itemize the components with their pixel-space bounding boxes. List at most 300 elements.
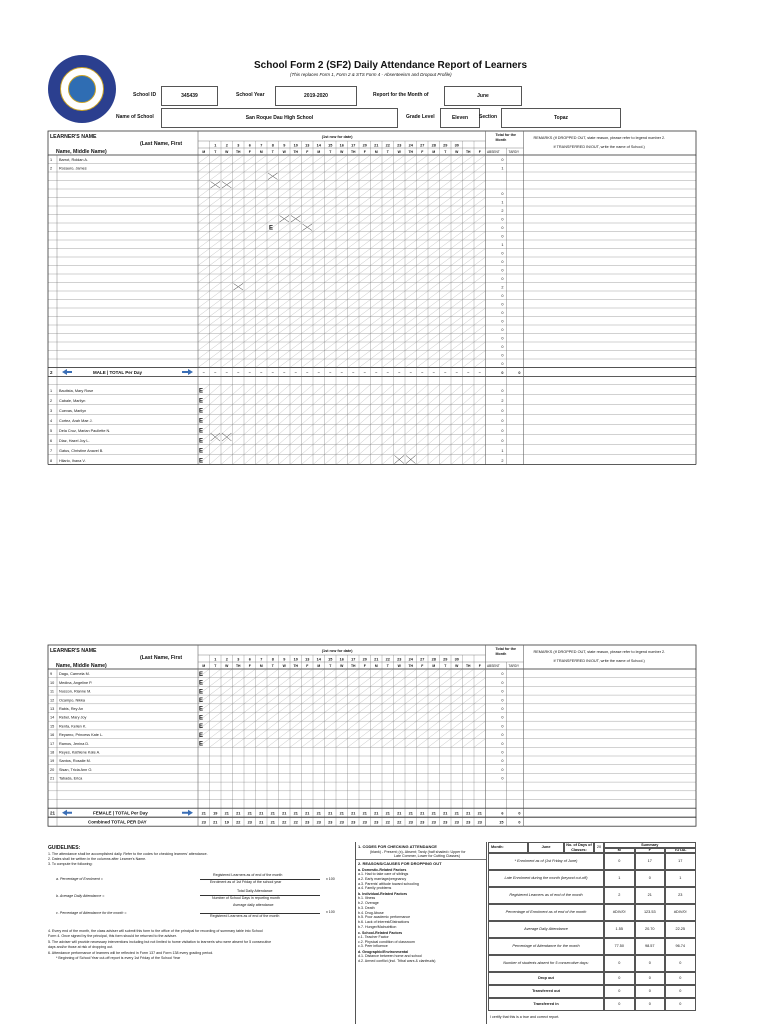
summary-table xyxy=(488,842,696,1024)
total-value: 23 xyxy=(305,820,310,825)
date-label: 23 xyxy=(397,143,402,148)
total-value: ~ xyxy=(409,371,412,375)
col-total: TOTAL xyxy=(665,848,696,853)
learner-name: Cortez, Arah Mae J. xyxy=(59,419,93,423)
summary-row-label: * Enrolment as of (1st Friday of June) xyxy=(488,853,604,870)
guidelines-note-3: 5. The adviser will provide necessary interventions including but not limited to home visitation to learner/s who were absent for 5 consecutive xyxy=(48,940,272,944)
summary-value-female: 0 xyxy=(635,972,666,985)
absent-count: 0 xyxy=(501,319,504,324)
school-id-label: School ID xyxy=(133,92,157,98)
formula-c-label: c. Percentage of Attendance for the month = xyxy=(56,911,127,915)
learner-name-header: LEARNER'S NAME xyxy=(50,648,97,654)
date-label: 21 xyxy=(374,143,379,148)
total-value: ~ xyxy=(352,371,355,375)
reason-item: b.1. Illness xyxy=(358,896,376,901)
row-number: 7 xyxy=(50,449,53,453)
summary-value-female: 20.70 xyxy=(635,921,666,938)
summary-value-female: 0 xyxy=(635,955,666,972)
total-tardy: 0 xyxy=(518,371,521,375)
row-number: 4 xyxy=(50,419,53,423)
school-name-label: Name of School xyxy=(116,114,154,120)
attendance-marker: E xyxy=(199,689,204,696)
formula-c-numerator: Average daily attendance xyxy=(233,903,274,907)
total-value: 21 xyxy=(466,811,471,816)
summary-value-female: 21 xyxy=(635,887,666,904)
total-count: 21 xyxy=(50,810,56,816)
total-value: ~ xyxy=(432,371,435,375)
row-number: 12 xyxy=(50,698,55,703)
formula-a-numerator: Registered Learners as of end of the month xyxy=(213,873,283,877)
date-label: 2 xyxy=(225,143,228,148)
date-label: 2 xyxy=(225,657,228,662)
total-absent: 0 xyxy=(501,371,504,375)
row-number: 9 xyxy=(50,672,53,677)
learner-name: Rabis, Rey An xyxy=(59,707,84,711)
day-label: TH xyxy=(408,664,414,668)
total-value: 23 xyxy=(420,820,425,825)
date-label: 28 xyxy=(431,657,436,662)
day-label: W xyxy=(455,150,459,154)
date-label: 3 xyxy=(237,143,240,148)
summary-value-male: 0 xyxy=(604,998,635,1011)
learner-name: Reyarno, Princess Kate L. xyxy=(59,733,104,738)
arrow-right-icon xyxy=(182,810,193,816)
absent-count: 2 xyxy=(501,285,504,290)
total-value: 23 xyxy=(431,820,436,825)
date-label: 13 xyxy=(305,657,310,662)
total-value: 21 xyxy=(420,811,425,816)
remarks-header: If TRANSFERRED IN/OUT, write the name of School.) xyxy=(553,659,645,663)
arrow-left-icon xyxy=(62,810,72,816)
total-value: 21 xyxy=(316,811,321,816)
grade-level-field: Eleven xyxy=(440,108,480,128)
form-title: School Form 2 (SF2) Daily Attendance Report of Learners xyxy=(254,60,528,71)
absent-count: 0 xyxy=(501,345,504,349)
learner-name: Ramos, Jenina D. xyxy=(59,741,90,746)
learner-name: Gatus, Christine Anavel B. xyxy=(59,449,104,453)
absent-count: 0 xyxy=(501,192,504,196)
total-value: 22 xyxy=(397,820,402,825)
col-male: M xyxy=(604,848,635,853)
date-label: 16 xyxy=(339,657,344,662)
total-value: 23 xyxy=(339,820,344,825)
total-value: 21 xyxy=(362,811,367,816)
learner-name: Barrot, Roldan A. xyxy=(59,158,88,162)
tardy-header: TARDY xyxy=(508,150,520,154)
summary-value-female: 0 xyxy=(635,870,666,887)
day-label: T xyxy=(329,150,332,154)
total-value: 21 xyxy=(408,811,413,816)
day-label: M xyxy=(259,664,263,668)
section-field: Topaz xyxy=(501,108,621,128)
total-count: 2 xyxy=(50,370,53,375)
formula-c-denominator: Registered Learners as of end of the month xyxy=(210,914,280,918)
total-value: 19 xyxy=(224,820,229,825)
guidelines-note-1: 4. Every end of the month, the class adviser will submit this form to the office of the principal for recording of summary table into School xyxy=(48,929,263,933)
row-number: 17 xyxy=(50,741,55,746)
total-value: 22 xyxy=(282,820,287,825)
summary-row-label: Transferred in xyxy=(488,998,604,1011)
absent-count: 0 xyxy=(501,439,504,443)
summary-row-label: Number of students absent for 5 consecutive days: xyxy=(488,955,604,972)
day-label: T xyxy=(444,150,447,154)
attendance-marker: E xyxy=(199,706,204,713)
section-label: Section xyxy=(479,114,498,120)
guidelines-note-4: days and/or those at risk of dropping out. xyxy=(48,945,114,949)
absent-count: 0 xyxy=(501,724,504,729)
day-label: F xyxy=(478,664,481,668)
absent-count: 0 xyxy=(501,429,504,433)
absent-count: 0 xyxy=(501,419,504,423)
total-value: ~ xyxy=(271,371,274,375)
day-label: F xyxy=(363,664,366,668)
reason-item: c.3. Peer influence xyxy=(358,944,388,949)
absent-count: 1 xyxy=(501,243,504,247)
summary-row-label: Transferred out xyxy=(488,985,604,998)
total-value: ~ xyxy=(294,371,297,375)
summary-value-total: 17 xyxy=(665,853,696,870)
date-label: 14 xyxy=(316,657,321,662)
total-value: ~ xyxy=(329,371,332,375)
total-value: ~ xyxy=(237,371,240,375)
learner-name-header: Name, Middle Name) xyxy=(56,663,107,669)
formula-b-numerator: Total Daily Attendance xyxy=(237,889,273,893)
reason-group: a. Domestic-Related Factors xyxy=(358,868,407,872)
date-label: 21 xyxy=(374,657,379,662)
codes-line: Late Commer, Lower for Cutting Classes) xyxy=(394,854,460,858)
absent-count: 1 xyxy=(501,449,504,453)
date-label: 6 xyxy=(248,143,251,148)
day-label: F xyxy=(306,664,309,668)
absent-count: 0 xyxy=(501,767,504,772)
remarks-header: REMARKS (If DROPPED OUT, state reason, please refer to legend number 2. xyxy=(533,650,666,654)
summary-value-male: 0 xyxy=(604,972,635,985)
attendance-marker: E xyxy=(199,715,204,722)
total-value: 21 xyxy=(259,820,264,825)
first-row-note: (1st row for date) xyxy=(321,135,353,139)
absent-count: 0 xyxy=(501,311,504,315)
total-value: ~ xyxy=(386,371,389,375)
formula-a-denominator: Enrolment as of 1st Friday of the school year xyxy=(210,880,282,884)
day-label: TH xyxy=(293,150,299,154)
absent-count: 0 xyxy=(501,277,504,281)
day-label: TH xyxy=(350,150,356,154)
reason-item: a.1. Had to take care of siblings xyxy=(358,872,409,876)
date-label: 16 xyxy=(339,143,344,148)
learner-name: Dela Cruz, Marian Paullette N. xyxy=(59,429,111,433)
summary-value-total: 1 xyxy=(665,870,696,887)
date-label: 1 xyxy=(214,143,217,148)
formula-c-x100: x 100 xyxy=(326,910,335,914)
attendance-marker: E xyxy=(199,680,204,687)
row-number: 11 xyxy=(50,689,54,694)
absent-count: 0 xyxy=(501,750,504,755)
absent-count: 0 xyxy=(501,707,504,711)
row-number: 15 xyxy=(50,724,55,729)
row-number: 14 xyxy=(50,715,55,720)
date-label: 24 xyxy=(408,143,413,148)
total-value: 23 xyxy=(477,820,482,825)
absent-count: 0 xyxy=(501,294,504,298)
guidelines-line-1: 1. The attendance shall be accomplished daily. Refer to the codes for checking learners' attendance. xyxy=(48,852,208,856)
attendance-marker: E xyxy=(199,458,204,465)
reason-group: b. Individual-Related Factors xyxy=(358,892,408,897)
total-value: ~ xyxy=(421,371,424,375)
total-value: ~ xyxy=(202,371,205,375)
total-value: ~ xyxy=(375,371,378,375)
total-value: ~ xyxy=(478,371,481,375)
day-label: T xyxy=(444,664,447,668)
codes-line: (blank) - Present; (x)- Absent; Tardy (half shaded= Upper for xyxy=(370,850,466,854)
total-value: 21 xyxy=(477,811,482,816)
total-value: ~ xyxy=(225,371,228,375)
total-value: 21 xyxy=(374,811,379,816)
col-female: F xyxy=(635,848,666,853)
day-label: W xyxy=(225,664,229,668)
summary-value-total: 23 xyxy=(665,887,696,904)
absent-count: 2 xyxy=(501,459,504,463)
date-label: 28 xyxy=(431,143,436,148)
row-number: 3 xyxy=(50,409,53,413)
total-tardy: 0 xyxy=(518,811,521,816)
reason-item: b.2. Overage xyxy=(358,900,379,905)
attendance-marker: E xyxy=(199,418,204,425)
summary-value-male: 0 xyxy=(604,985,635,998)
learner-name: Nuscon, Rianne M. xyxy=(59,689,92,694)
absent-header: ABSENT xyxy=(487,150,500,154)
absent-count: 0 xyxy=(501,328,504,332)
total-value: 21 xyxy=(454,811,459,816)
learner-name: Bautista, Mary Rose xyxy=(59,389,94,393)
total-label: FEMALE | TOTAL Per Day xyxy=(93,810,148,816)
reason-item: b.5. Poor academic performance xyxy=(358,915,411,920)
formula-b-denominator: Number of School Days in reporting month xyxy=(212,896,280,900)
summary-value-female: 123.53 xyxy=(635,904,666,921)
date-label: 8 xyxy=(271,143,274,148)
learner-name-header: (Last Name, First xyxy=(140,655,183,661)
total-value: 21 xyxy=(213,820,218,825)
total-absent: 6 xyxy=(501,811,504,816)
total-value: 21 xyxy=(282,811,287,816)
learner-name: Medina, Angeline P. xyxy=(59,680,93,685)
total-value: 21 xyxy=(339,811,344,816)
total-value: 21 xyxy=(270,811,275,816)
arrow-right-icon xyxy=(182,369,193,375)
summary-value-male: 0 xyxy=(604,853,635,870)
report-month-label: Report for the Month of xyxy=(373,92,429,98)
learner-name: Reyes, Kathlene Kate A. xyxy=(59,750,101,755)
date-label: 24 xyxy=(408,657,413,662)
total-value: 23 xyxy=(316,820,321,825)
summary-row-label: Percentage of Attendance for the month xyxy=(488,938,604,955)
certify-text: I certify that this is a true and correct report. xyxy=(490,1015,560,1019)
learner-name: Rosauro, James xyxy=(59,166,87,171)
day-label: F xyxy=(478,150,481,154)
total-value: 22 xyxy=(293,820,298,825)
summary-value-female: 0 xyxy=(635,998,666,1011)
total-for-month-header: Total for the xyxy=(495,647,516,651)
date-label: 15 xyxy=(328,657,333,662)
total-value: 23 xyxy=(351,820,356,825)
day-label: F xyxy=(248,150,251,154)
codes-title: 1. CODES FOR CHECKING ATTENDANCE xyxy=(358,844,437,849)
row-number: 13 xyxy=(50,707,55,711)
date-label: 20 xyxy=(362,143,367,148)
total-value: 23 xyxy=(374,820,379,825)
day-label: TH xyxy=(465,150,471,154)
summary-value-female: 98.57 xyxy=(635,938,666,955)
day-label: TH xyxy=(350,664,356,668)
report-month-field: June xyxy=(444,86,522,106)
total-tardy: 0 xyxy=(518,820,521,825)
total-value: ~ xyxy=(214,371,217,375)
date-label: 29 xyxy=(443,143,448,148)
date-label: 6 xyxy=(248,657,251,662)
date-label: 17 xyxy=(351,143,356,148)
summary-value-male: 0 xyxy=(604,955,635,972)
date-label: 9 xyxy=(283,143,286,148)
absent-count: 0 xyxy=(501,336,504,341)
absent-count: 1 xyxy=(501,200,504,205)
summary-value-male: #DIV/0! xyxy=(604,904,635,921)
summary-value-total: 96.74 xyxy=(665,938,696,955)
absent-count: 0 xyxy=(501,302,504,307)
summary-row-label: Drop out xyxy=(488,972,604,985)
summary-row-label: Percentage of Enrolment as of end of the month xyxy=(488,904,604,921)
attendance-marker: E xyxy=(199,698,204,704)
school-id-field: 345439 xyxy=(161,86,218,106)
day-label: T xyxy=(271,664,274,668)
reason-group: c. School-Related Factors xyxy=(358,930,403,935)
date-label: 30 xyxy=(454,657,459,662)
day-label: TH xyxy=(235,664,241,668)
date-label: 10 xyxy=(293,143,298,148)
attendance-marker: E xyxy=(199,388,204,395)
total-value: ~ xyxy=(283,371,286,375)
date-label: 15 xyxy=(328,143,333,148)
reason-item: b.7. Hunger/Malnutrition xyxy=(358,924,397,929)
day-label: T xyxy=(214,150,217,154)
row-number: 19 xyxy=(50,759,55,764)
day-label: TH xyxy=(465,664,471,668)
row-number: 6 xyxy=(50,439,53,443)
guidelines-note-6: * Beginning of School Year cut-off report is every 1st Friday of the School Year xyxy=(56,956,181,960)
learner-name: Ocampo, Nikka xyxy=(59,698,85,703)
absent-count: 0 xyxy=(501,409,504,413)
day-label: T xyxy=(386,664,389,668)
days-value: 20 xyxy=(594,842,604,853)
date-label: 29 xyxy=(443,657,448,662)
absent-count: 0 xyxy=(501,389,504,393)
reason-item: d.1. Distance between home and school xyxy=(358,954,422,959)
reason-item: b.6. Lack of interest/Distractions xyxy=(358,920,410,925)
date-label: 22 xyxy=(385,143,390,148)
summary-value-male: 77.50 xyxy=(604,938,635,955)
date-label: 20 xyxy=(362,657,367,662)
attendance-marker: E xyxy=(199,428,204,435)
date-label: 8 xyxy=(271,657,274,662)
absent-count: 0 xyxy=(501,733,504,738)
month-value: June xyxy=(528,842,564,853)
formula-a-label: a. Percentage of Enrolment = xyxy=(56,877,103,881)
learner-name-header: (Last Name, First xyxy=(140,141,183,147)
summary-value-total: 0 xyxy=(665,972,696,985)
reason-item: c.2. Physical condition of classroom xyxy=(358,939,415,944)
total-value: 23 xyxy=(328,820,333,825)
day-label: M xyxy=(317,150,321,154)
day-label: M xyxy=(374,150,378,154)
tardy-header: TARDY xyxy=(508,664,520,668)
date-label: 30 xyxy=(454,143,459,148)
attendance-marker: E xyxy=(199,732,204,739)
total-value: 23 xyxy=(408,820,413,825)
day-label: W xyxy=(340,150,344,154)
day-label: TH xyxy=(293,664,299,668)
total-value: 23 xyxy=(362,820,367,825)
guidelines-line-2: 2. Dates shall be written in the columns after Learner's Name. xyxy=(48,857,147,861)
day-label: M xyxy=(432,150,436,154)
total-value: ~ xyxy=(260,371,263,375)
date-label: 14 xyxy=(316,143,321,148)
first-row-note: (1st row for date) xyxy=(321,649,353,653)
total-value: ~ xyxy=(363,371,366,375)
total-value: 23 xyxy=(201,820,206,825)
codes-legend xyxy=(355,842,487,1024)
total-value: 21 xyxy=(431,811,436,816)
reason-item: b.3. Death xyxy=(358,905,375,910)
total-value: ~ xyxy=(455,371,458,375)
row-number: 8 xyxy=(50,459,53,463)
learner-name: Hilario, Ihana V. xyxy=(59,459,86,463)
attendance-marker: E xyxy=(199,438,204,445)
total-value: ~ xyxy=(444,371,447,375)
guidelines-line-3: 3. To compute the following: xyxy=(48,862,93,866)
day-label: F xyxy=(248,664,251,668)
day-label: F xyxy=(363,150,366,154)
row-number: 1 xyxy=(50,389,53,393)
total-value: 21 xyxy=(293,811,298,816)
attendance-marker: E xyxy=(199,448,204,455)
reason-item: a.2. Early marriage/pregnancy xyxy=(358,876,407,881)
total-value: ~ xyxy=(340,371,343,375)
row-number: 16 xyxy=(50,733,55,738)
total-value: 21 xyxy=(259,811,264,816)
learner-name-header: Name, Middle Name) xyxy=(56,149,107,155)
guidelines-title: GUIDELINES: xyxy=(48,845,81,851)
total-for-month-header: Total for the xyxy=(495,133,516,137)
attendance-marker: E xyxy=(199,408,204,415)
total-value: ~ xyxy=(248,371,251,375)
day-label: T xyxy=(386,150,389,154)
day-label: W xyxy=(397,150,401,154)
reason-item: d.2. Armed conflict (incl. Tribal wars & clanfeuds) xyxy=(358,958,436,963)
absent-count: 0 xyxy=(501,776,504,781)
summary-value-female: 17 xyxy=(635,853,666,870)
row-number: 1 xyxy=(50,158,53,162)
absent-header: ABSENT xyxy=(487,664,500,668)
day-label: W xyxy=(225,150,229,154)
summary-value-total: 0 xyxy=(665,998,696,1011)
total-value: 21 xyxy=(443,811,448,816)
day-label: M xyxy=(432,664,436,668)
date-label: 7 xyxy=(260,657,263,662)
learner-name: Santos, Rosalie M. xyxy=(59,759,91,764)
absent-count: 0 xyxy=(501,268,504,273)
day-label: M xyxy=(202,150,206,154)
summary-value-female: 0 xyxy=(635,985,666,998)
total-value: ~ xyxy=(467,371,470,375)
date-label: 7 xyxy=(260,143,263,148)
